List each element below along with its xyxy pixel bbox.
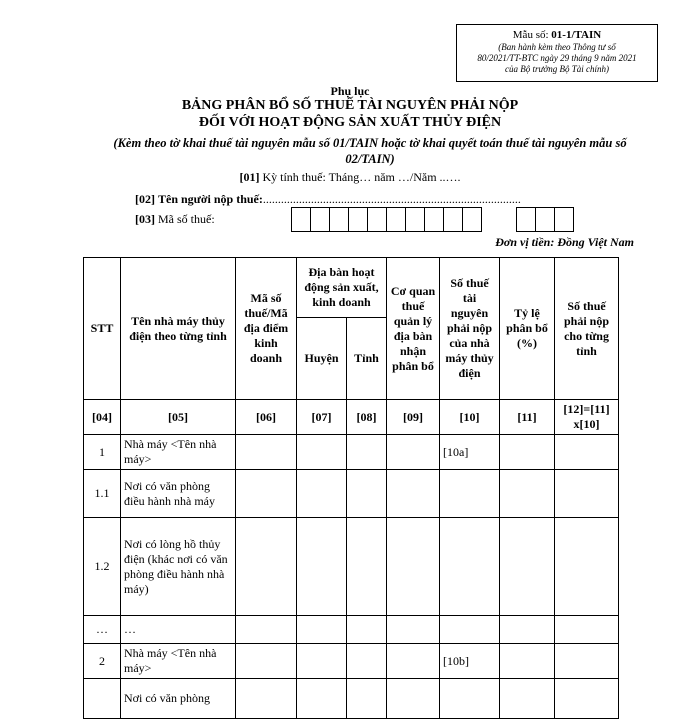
code-cell: [04]	[84, 400, 121, 435]
row-plant-name: Nơi có văn phòng điều hành nhà máy	[121, 470, 236, 518]
header-tax-payable: Số thuế tài nguyên phải nộp của nhà máy thủy điện	[440, 258, 500, 400]
tax-id-box[interactable]	[535, 207, 555, 232]
row-plant-name: Nhà máy <Tên nhà máy>	[121, 435, 236, 470]
code-row	[84, 400, 619, 435]
payer-code: [02]	[135, 192, 155, 206]
row-stt: 1.1	[84, 470, 121, 518]
header-tax-code: Mã số thuế/Mã địa điểm kinh doanh	[236, 258, 297, 400]
tax-id-box[interactable]	[291, 207, 311, 232]
taxpayer-name-field[interactable]	[135, 192, 521, 206]
form-note-3: của Bộ trưởng Bộ Tài chính)	[505, 64, 609, 74]
tax-period	[0, 170, 700, 184]
tax-id-box[interactable]	[554, 207, 574, 232]
form-note-2: 80/2021/TT-BTC ngày 29 tháng 9 năm 2021	[477, 53, 637, 63]
tax-id-box[interactable]	[348, 207, 368, 232]
tax-id-box[interactable]	[367, 207, 387, 232]
title-line-1: BẢNG PHÂN BỔ SỐ THUẾ TÀI NGUYÊN PHẢI NỘP	[181, 98, 519, 113]
tax-id-box[interactable]	[516, 207, 536, 232]
code-cell: [11]	[500, 400, 555, 435]
row-stt: …	[84, 616, 121, 644]
row-plant-name: Nơi có lòng hồ thủy điện (khác nơi có văn phòng điều hành nhà máy)	[121, 518, 236, 616]
row-tax-payable	[440, 616, 500, 644]
header-plant-name: Tên nhà máy thủy điện theo từng tỉnh	[121, 258, 236, 400]
row-tax-payable	[440, 679, 500, 719]
tax-id-label-line	[135, 212, 215, 226]
row-stt: 2	[84, 644, 121, 679]
form-code-line	[457, 29, 657, 42]
row-stt	[84, 679, 121, 719]
code-cell: [07]	[297, 400, 347, 435]
tax-id-box[interactable]	[405, 207, 425, 232]
header-tax-authority: Cơ quan thuế quản lý địa bàn nhận phân bổ	[387, 258, 440, 400]
code-cell: [10]	[440, 400, 500, 435]
code-cell: [08]	[347, 400, 387, 435]
header-row	[84, 258, 619, 318]
table-row	[84, 616, 619, 644]
code-cell: [09]	[387, 400, 440, 435]
taxid-label: Mã số thuế:	[158, 212, 215, 226]
form-code-prefix: Mẫu số:	[512, 29, 549, 41]
row-plant-name: Nhà máy <Tên nhà máy>	[121, 644, 236, 679]
period-code: [01]	[239, 170, 260, 184]
tax-id-box[interactable]	[386, 207, 406, 232]
row-tax-payable: [10b]	[440, 644, 500, 679]
tax-id-boxes[interactable]	[292, 207, 482, 232]
code-cell: [06]	[236, 400, 297, 435]
row-stt: 1.2	[84, 518, 121, 616]
allocation-table	[83, 257, 619, 719]
tax-id-box[interactable]	[310, 207, 330, 232]
form-number-box	[456, 24, 658, 82]
tax-id-box[interactable]	[329, 207, 349, 232]
form-code: 01-1/TAIN	[551, 29, 602, 41]
row-tax-payable	[440, 470, 500, 518]
table-row	[84, 470, 619, 518]
tax-id-box[interactable]	[462, 207, 482, 232]
table-row	[84, 435, 619, 470]
payer-dots: ......................................................................................	[262, 192, 521, 206]
appendix-label: Phụ lục	[330, 84, 370, 98]
title-line-2: ĐỐI VỚI HOẠT ĐỘNG SẢN XUẤT THỦY ĐIỆN	[198, 115, 502, 130]
form-note-1: (Ban hành kèm theo Thông tư số	[498, 42, 616, 52]
row-tax-payable: [10a]	[440, 435, 500, 470]
taxid-code: [03]	[135, 212, 155, 226]
table-row	[84, 644, 619, 679]
header-allocation-ratio: Tỷ lệ phân bổ (%)	[500, 258, 555, 400]
code-cell: [05]	[121, 400, 236, 435]
header-stt: STT	[84, 258, 121, 400]
table-row	[84, 518, 619, 616]
row-stt: 1	[84, 435, 121, 470]
payer-label: Tên người nộp thuế:	[158, 192, 263, 206]
row-plant-name: Nơi có văn phòng	[121, 679, 236, 719]
header-province: Tỉnh	[347, 318, 387, 400]
tax-id-box[interactable]	[443, 207, 463, 232]
currency-unit: Đơn vị tiền: Đồng Việt Nam	[495, 235, 634, 249]
header-district: Huyện	[297, 318, 347, 400]
tax-id-suffix-boxes[interactable]	[517, 207, 574, 232]
subtitle-note: (Kèm theo tờ khai thuế tài nguyên mẫu số 01/TAIN hoặc tờ khai quyết toán thuế tài nguyên mẫu số 02/TAIN)	[113, 136, 627, 166]
table-row	[84, 679, 619, 719]
tax-id-box[interactable]	[424, 207, 444, 232]
header-business-area: Địa bàn hoạt động sản xuất, kinh doanh	[297, 258, 387, 318]
period-text: Kỳ tính thuế: Tháng… năm …/Năm ..….	[262, 170, 461, 184]
header-tax-per-province: Số thuế phải nộp cho từng tỉnh	[555, 258, 619, 400]
code-cell: [12]=[11] x[10]	[555, 400, 619, 435]
row-tax-payable	[440, 518, 500, 616]
row-plant-name: …	[121, 616, 236, 644]
